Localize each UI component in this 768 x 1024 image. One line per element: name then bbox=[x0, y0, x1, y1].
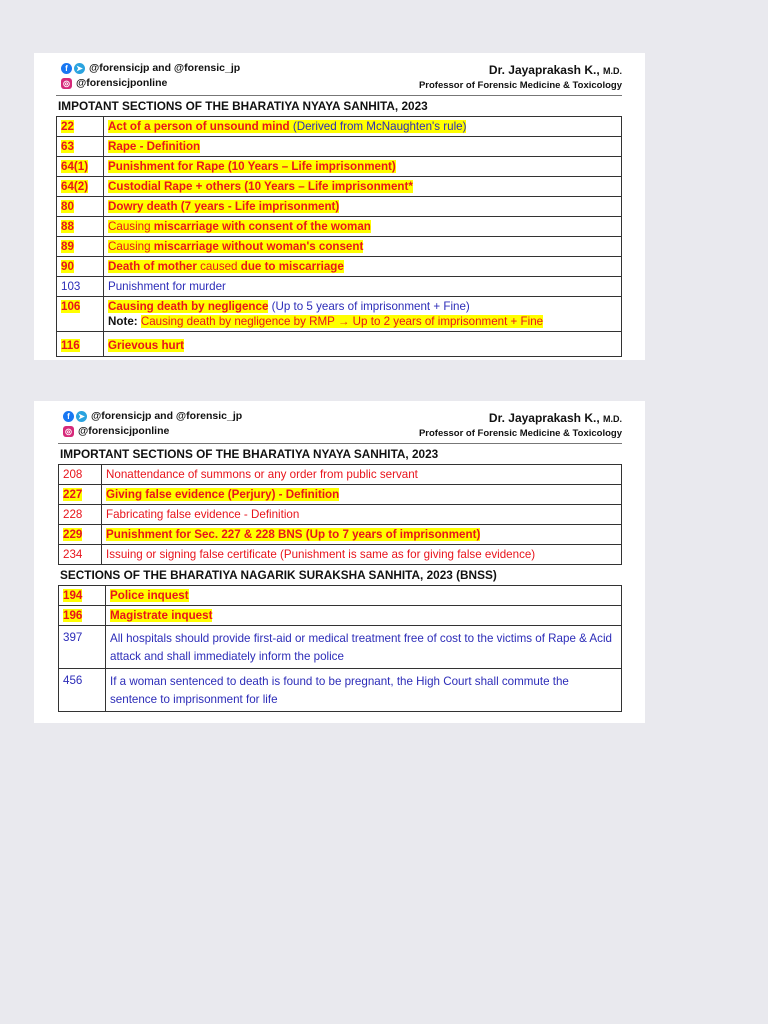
table-row bbox=[59, 525, 622, 545]
author-title: Professor of Forensic Medicine & Toxicology bbox=[418, 428, 622, 439]
section-text: Police inquest bbox=[110, 589, 189, 602]
section-text-emphasis: miscarriage without woman's consent bbox=[153, 240, 364, 253]
card-header bbox=[56, 53, 622, 95]
note-label: Note: bbox=[108, 315, 141, 328]
table-row bbox=[59, 586, 622, 606]
table-row bbox=[57, 297, 622, 332]
author-degree: M.D. bbox=[603, 66, 622, 76]
sections-table bbox=[58, 464, 622, 565]
social-handle-instagram: @forensicjponline bbox=[78, 425, 170, 437]
section-number: 22 bbox=[61, 120, 74, 133]
sections-table bbox=[56, 116, 622, 357]
section-number: 196 bbox=[63, 609, 83, 622]
instagram-icon: ◎ bbox=[61, 78, 72, 89]
section-number: 103 bbox=[61, 280, 81, 293]
instagram-icon: ◎ bbox=[63, 426, 74, 437]
section-text: Causing death by negligence bbox=[108, 300, 269, 313]
table-row bbox=[57, 177, 622, 197]
section-text: Dowry death (7 years - Life imprisonment) bbox=[108, 200, 340, 213]
section-text-emphasis: due to miscarriage bbox=[240, 260, 344, 273]
section-text-note: (Derived from McNaughten's rule) bbox=[289, 120, 467, 133]
section-number: 106 bbox=[61, 300, 81, 313]
social-handle-primary: @forensicjp and @forensic_jp bbox=[91, 410, 243, 422]
table-row bbox=[57, 277, 622, 297]
section-text: Causing bbox=[108, 240, 154, 253]
social-handles bbox=[63, 409, 242, 439]
section-number: 228 bbox=[63, 508, 83, 521]
table-row bbox=[57, 237, 622, 257]
section-title: IMPORTANT SECTIONS OF THE BHARATIYA NYAYA SANHITA, 2023 bbox=[58, 443, 622, 464]
section-number: 194 bbox=[63, 589, 83, 602]
card-header bbox=[58, 401, 622, 443]
author-block bbox=[419, 62, 622, 92]
table-row bbox=[57, 137, 622, 157]
table-row bbox=[59, 626, 622, 669]
section-number: 208 bbox=[63, 468, 83, 481]
table-row bbox=[57, 217, 622, 237]
author-degree: M.D. bbox=[603, 414, 622, 424]
section-number: 227 bbox=[63, 488, 83, 501]
section-text: Causing bbox=[108, 220, 154, 233]
bnss-table bbox=[58, 585, 622, 712]
social-handle-primary: @forensicjp and @forensic_jp bbox=[89, 62, 241, 74]
section-text: All hospitals should provide first-aid or medical treatment free of cost to the victims of Rape & Acid attack and shall immediately inform the police bbox=[110, 632, 612, 663]
table-row bbox=[59, 606, 622, 626]
section-number: 89 bbox=[61, 240, 74, 253]
section-text: Custodial Rape + others (10 Years – Life imprisonment* bbox=[108, 180, 413, 193]
section-text: Punishment for Sec. 227 & 228 BNS (Up to 7 years of imprisonment) bbox=[106, 528, 481, 541]
section-text: Rape - Definition bbox=[108, 140, 201, 153]
author-name: Dr. Jayaprakash K., bbox=[488, 63, 600, 77]
section-text: Giving false evidence (Perjury) - Definition bbox=[106, 488, 340, 501]
author-block bbox=[419, 410, 622, 440]
section-text: If a woman sentenced to death is found to be pregnant, the High Court shall commute the sentence to imprisonment for life bbox=[110, 675, 569, 706]
section-number: 63 bbox=[61, 140, 74, 153]
table-row bbox=[57, 197, 622, 217]
table-row bbox=[57, 117, 622, 137]
facebook-icon: f bbox=[63, 411, 74, 422]
section-text-note: (Up to 5 years of imprisonment + Fine) bbox=[268, 300, 470, 313]
table-row bbox=[59, 505, 622, 525]
section-number: 229 bbox=[63, 528, 83, 541]
section-text: Punishment for Rape (10 Years – Life imprisonment) bbox=[108, 160, 396, 173]
table-row bbox=[57, 257, 622, 277]
telegram-icon: ➤ bbox=[76, 411, 87, 422]
author-name: Dr. Jayaprakash K., bbox=[488, 411, 600, 425]
facebook-icon: f bbox=[61, 63, 72, 74]
section-text-plain: caused bbox=[200, 260, 241, 273]
table-row bbox=[57, 157, 622, 177]
table-row bbox=[59, 465, 622, 485]
section-text: Nonattendance of summons or any order from public servant bbox=[106, 468, 418, 481]
bns-sections-card-2 bbox=[34, 401, 645, 723]
section-number: 234 bbox=[63, 548, 83, 561]
author-title: Professor of Forensic Medicine & Toxicology bbox=[418, 80, 622, 91]
section-number: 88 bbox=[61, 220, 74, 233]
section-number: 64(2) bbox=[61, 180, 89, 193]
section-number: 456 bbox=[63, 674, 83, 687]
section-text: Grievous hurt bbox=[108, 339, 185, 352]
section-title: IMPOTANT SECTIONS OF THE BHARATIYA NYAYA SANHITA, 2023 bbox=[56, 95, 622, 116]
social-handle-instagram: @forensicjponline bbox=[76, 77, 168, 89]
table-row bbox=[59, 669, 622, 712]
section-text: Act of a person of unsound mind bbox=[108, 120, 290, 133]
telegram-icon: ➤ bbox=[74, 63, 85, 74]
table-row bbox=[59, 485, 622, 505]
section-text: Magistrate inquest bbox=[110, 609, 213, 622]
section-text: Fabricating false evidence - Definition bbox=[106, 508, 300, 521]
section-number: 90 bbox=[61, 260, 74, 273]
section-text: Issuing or signing false certificate (Punishment is same as for giving false evidence) bbox=[106, 548, 536, 561]
table-row bbox=[57, 332, 622, 357]
section-text-emphasis: miscarriage with consent of the woman bbox=[153, 220, 371, 233]
section-number: 80 bbox=[61, 200, 74, 213]
table-row bbox=[59, 545, 622, 565]
section-number: 397 bbox=[63, 631, 83, 644]
section-number: 116 bbox=[61, 339, 80, 352]
social-handles bbox=[61, 61, 240, 91]
section-text: Death of mother bbox=[108, 260, 201, 273]
note-text: Causing death by negligence by RMP → Up to 2 years of imprisonment + Fine bbox=[140, 315, 544, 328]
bns-sections-card-1 bbox=[34, 53, 645, 360]
section-text: Punishment for murder bbox=[108, 280, 226, 293]
section-number: 64(1) bbox=[61, 160, 89, 173]
section-title-bnss: SECTIONS OF THE BHARATIYA NAGARIK SURAKSHA SANHITA, 2023 (BNSS) bbox=[60, 568, 497, 582]
